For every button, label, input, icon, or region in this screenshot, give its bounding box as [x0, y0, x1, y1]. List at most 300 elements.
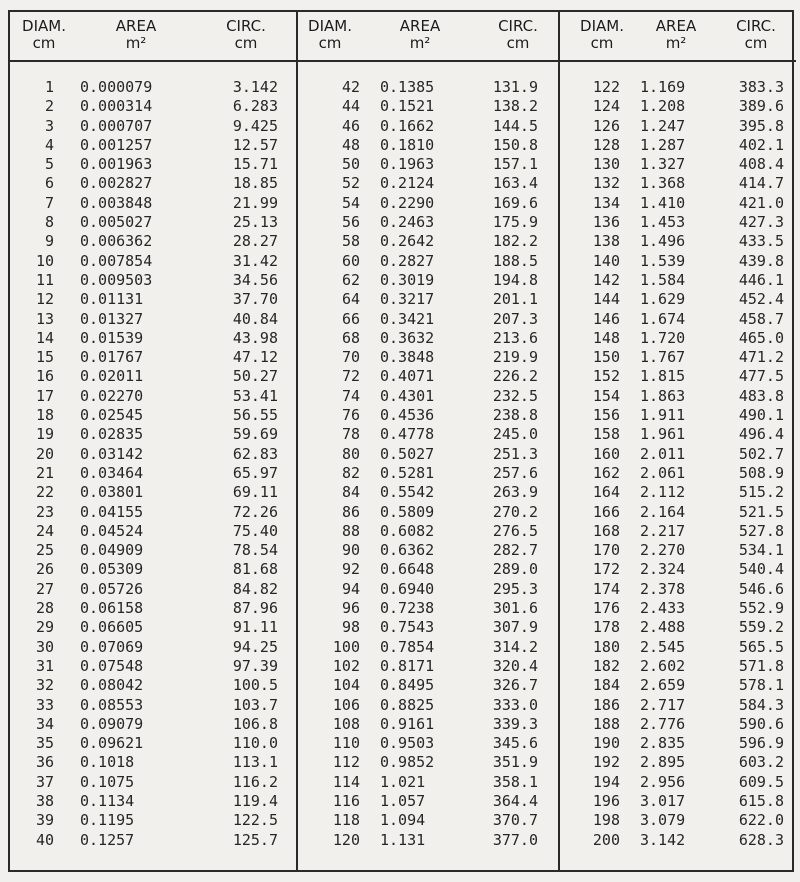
table-row — [298, 155, 560, 174]
table-row — [10, 232, 296, 251]
circ-cell: 339.3 — [492, 714, 538, 733]
circ-cell: 534.1 — [738, 541, 784, 560]
diam-cell: 7 — [44, 193, 54, 212]
circ-cell: 18.85 — [232, 174, 278, 193]
area-cell: 3.017 — [640, 791, 686, 810]
diam-cell: 40 — [35, 830, 54, 849]
area-cell: 0.1963 — [380, 155, 435, 174]
diam-cell: 100 — [332, 637, 360, 656]
area-cell: 0.3848 — [380, 348, 435, 367]
area-cell: 1.021 — [380, 772, 426, 791]
diam-cell: 46 — [341, 116, 360, 135]
area-cell: 2.270 — [640, 541, 686, 560]
diam-cell: 168 — [592, 521, 620, 540]
area-cell: 1.169 — [640, 78, 686, 96]
table-row — [10, 638, 296, 657]
area-cell: 0.06158 — [80, 599, 144, 618]
circ-cell: 571.8 — [738, 656, 784, 675]
circ-cell: 364.4 — [492, 791, 538, 810]
area-cell: 0.5809 — [380, 502, 435, 521]
circ-cell: 559.2 — [738, 618, 784, 637]
circ-cell: 326.7 — [492, 676, 538, 695]
diam-cell: 108 — [332, 714, 360, 733]
diam-cell: 18 — [35, 406, 54, 425]
diam-cell: 154 — [592, 386, 620, 405]
circ-cell: 490.1 — [738, 406, 784, 425]
table-row — [298, 252, 560, 271]
circ-cell: 395.8 — [738, 116, 784, 135]
diam-cell: 90 — [341, 541, 360, 560]
circ-cell: 226.2 — [492, 367, 538, 386]
circ-header-label: CIRC. — [498, 17, 538, 35]
diam-cell: 66 — [341, 309, 360, 328]
table-row — [10, 464, 296, 483]
circ-cell: 546.6 — [738, 579, 784, 598]
circ-cell: 150.8 — [492, 135, 538, 154]
conversion-table — [8, 10, 794, 872]
table-row — [298, 483, 560, 502]
diam-cell: 196 — [592, 791, 620, 810]
diam-cell: 20 — [35, 444, 54, 463]
table-row — [560, 348, 796, 367]
area-cell: 0.6362 — [380, 541, 435, 560]
area-cell: 2.488 — [640, 618, 686, 637]
area-cell: 1.767 — [640, 348, 686, 367]
table-row — [560, 194, 796, 213]
circ-cell: 131.9 — [492, 78, 538, 96]
area-cell: 0.6082 — [380, 521, 435, 540]
area-cell: 0.01539 — [80, 328, 144, 347]
circ-cell: 103.7 — [232, 695, 278, 714]
table-row — [10, 213, 296, 232]
diam-cell: 35 — [35, 734, 54, 753]
table-row — [560, 174, 796, 193]
diam-cell: 80 — [341, 444, 360, 463]
area-cell: 3.142 — [640, 830, 686, 849]
area-cell: 0.2642 — [380, 232, 435, 251]
diam-cell: 1 — [44, 78, 54, 96]
area-cell: 0.01131 — [80, 290, 144, 309]
table-row — [10, 329, 296, 348]
diam-cell: 172 — [592, 560, 620, 579]
diam-cell: 76 — [341, 406, 360, 425]
diam-cell: 34 — [35, 714, 54, 733]
diam-cell: 136 — [592, 213, 620, 232]
area-cell: 0.006362 — [80, 232, 153, 251]
diam-header-unit: cm — [318, 34, 342, 52]
area-cell: 0.08042 — [80, 676, 144, 695]
diam-cell: 120 — [332, 830, 360, 849]
table-row — [560, 310, 796, 329]
circ-cell: 515.2 — [738, 483, 784, 502]
diam-cell: 9 — [44, 232, 54, 251]
area-cell: 0.06605 — [80, 618, 144, 637]
diam-cell: 124 — [592, 97, 620, 116]
diam-cell: 198 — [592, 811, 620, 830]
circ-cell: 53.41 — [232, 386, 278, 405]
diam-cell: 114 — [332, 772, 360, 791]
diam-cell: 84 — [341, 483, 360, 502]
table-row — [560, 522, 796, 541]
area-cell: 0.1075 — [80, 772, 135, 791]
area-cell: 1.131 — [380, 830, 426, 849]
circ-cell: 125.7 — [232, 830, 278, 849]
circ-cell: 345.6 — [492, 734, 538, 753]
area-cell: 0.4071 — [380, 367, 435, 386]
circ-cell: 122.5 — [232, 811, 278, 830]
circ-cell: 97.39 — [232, 656, 278, 675]
area-cell: 2.717 — [640, 695, 686, 714]
area-cell: 1.539 — [640, 251, 686, 270]
area-cell: 1.247 — [640, 116, 686, 135]
area-cell: 1.674 — [640, 309, 686, 328]
table-row — [298, 367, 560, 386]
diam-cell: 174 — [592, 579, 620, 598]
circ-cell: 28.27 — [232, 232, 278, 251]
diam-header — [302, 18, 358, 52]
area-cell: 0.04155 — [80, 502, 144, 521]
table-row — [560, 792, 796, 811]
area-cell: 0.01327 — [80, 309, 144, 328]
diam-cell: 11 — [35, 270, 54, 289]
table-row — [298, 387, 560, 406]
circ-cell: 110.0 — [232, 734, 278, 753]
table-row — [10, 117, 296, 136]
area-cell: 0.8825 — [380, 695, 435, 714]
circ-cell: 3.142 — [232, 78, 278, 96]
diam-cell: 15 — [35, 348, 54, 367]
diam-cell: 160 — [592, 444, 620, 463]
area-cell: 0.04909 — [80, 541, 144, 560]
table-row — [560, 483, 796, 502]
area-cell: 1.720 — [640, 328, 686, 347]
diam-cell: 200 — [592, 830, 620, 849]
table-row — [560, 753, 796, 772]
table-row — [560, 252, 796, 271]
diam-cell: 86 — [341, 502, 360, 521]
circ-cell: 351.9 — [492, 753, 538, 772]
diam-cell: 28 — [35, 599, 54, 618]
circ-cell: 383.3 — [738, 78, 784, 96]
circ-cell: 414.7 — [738, 174, 784, 193]
circ-cell: 483.8 — [738, 386, 784, 405]
diam-cell: 10 — [35, 251, 54, 270]
diam-cell: 98 — [341, 618, 360, 637]
diam-cell: 23 — [35, 502, 54, 521]
area-cell: 0.07548 — [80, 656, 144, 675]
table-row — [298, 174, 560, 193]
circ-cell: 603.2 — [738, 753, 784, 772]
table-row — [298, 638, 560, 657]
area-cell: 2.164 — [640, 502, 686, 521]
table-row — [298, 406, 560, 425]
table-row — [10, 676, 296, 695]
area-cell: 0.05309 — [80, 560, 144, 579]
table-row — [560, 811, 796, 830]
diam-cell: 192 — [592, 753, 620, 772]
circ-cell: 194.8 — [492, 270, 538, 289]
diam-cell: 96 — [341, 599, 360, 618]
circ-cell: 87.96 — [232, 599, 278, 618]
diam-cell: 178 — [592, 618, 620, 637]
table-row — [560, 406, 796, 425]
table-row — [10, 618, 296, 637]
area-cell: 0.09079 — [80, 714, 144, 733]
area-cell: 1.584 — [640, 270, 686, 289]
circ-cell: 477.5 — [738, 367, 784, 386]
area-cell: 0.2124 — [380, 174, 435, 193]
diam-cell: 126 — [592, 116, 620, 135]
diam-cell: 44 — [341, 97, 360, 116]
table-row — [560, 560, 796, 579]
diam-cell: 21 — [35, 463, 54, 482]
diam-cell: 180 — [592, 637, 620, 656]
table-row — [560, 696, 796, 715]
area-header — [106, 18, 166, 52]
circ-cell: 370.7 — [492, 811, 538, 830]
table-row — [560, 367, 796, 386]
area-cell: 0.02545 — [80, 406, 144, 425]
area-cell: 0.000707 — [80, 116, 153, 135]
diam-cell: 36 — [35, 753, 54, 772]
area-cell: 0.1662 — [380, 116, 435, 135]
table-row — [10, 155, 296, 174]
area-cell: 2.217 — [640, 521, 686, 540]
diam-cell: 88 — [341, 521, 360, 540]
diam-cell: 48 — [341, 135, 360, 154]
area-cell: 0.005027 — [80, 213, 153, 232]
table-row — [10, 367, 296, 386]
circ-header-label: CIRC. — [226, 17, 266, 35]
diam-cell: 140 — [592, 251, 620, 270]
circ-header-label: CIRC. — [736, 17, 776, 35]
diam-cell: 60 — [341, 251, 360, 270]
table-row — [298, 136, 560, 155]
diam-cell: 12 — [35, 290, 54, 309]
diam-cell: 8 — [44, 213, 54, 232]
table-row — [10, 811, 296, 830]
circ-cell: 43.98 — [232, 328, 278, 347]
area-cell: 0.09621 — [80, 734, 144, 753]
area-cell: 0.001257 — [80, 135, 153, 154]
table-row — [298, 503, 560, 522]
circ-cell: 78.54 — [232, 541, 278, 560]
table-row — [298, 310, 560, 329]
table-row — [10, 734, 296, 753]
circ-cell: 169.6 — [492, 193, 538, 212]
area-cell: 1.287 — [640, 135, 686, 154]
diam-cell: 94 — [341, 579, 360, 598]
table-row — [10, 406, 296, 425]
diam-header-unit: cm — [590, 34, 614, 52]
diam-cell: 29 — [35, 618, 54, 637]
table-row — [298, 599, 560, 618]
table-row — [10, 387, 296, 406]
area-cell: 1.815 — [640, 367, 686, 386]
diam-cell: 156 — [592, 406, 620, 425]
diam-cell: 146 — [592, 309, 620, 328]
circ-cell: 389.6 — [738, 97, 784, 116]
diam-cell: 27 — [35, 579, 54, 598]
table-row — [10, 696, 296, 715]
table-row — [298, 271, 560, 290]
circ-cell: 578.1 — [738, 676, 784, 695]
circ-cell: 433.5 — [738, 232, 784, 251]
table-row — [560, 232, 796, 251]
area-cell: 0.02835 — [80, 425, 144, 444]
table-row — [298, 522, 560, 541]
table-row — [10, 174, 296, 193]
circ-cell: 590.6 — [738, 714, 784, 733]
circ-cell: 56.55 — [232, 406, 278, 425]
area-cell: 0.8171 — [380, 656, 435, 675]
table-row — [298, 657, 560, 676]
diam-cell: 5 — [44, 155, 54, 174]
table-row — [10, 792, 296, 811]
panel-header — [298, 12, 560, 62]
area-cell: 1.057 — [380, 791, 426, 810]
diam-cell: 33 — [35, 695, 54, 714]
table-row — [298, 580, 560, 599]
table-row — [298, 792, 560, 811]
circ-cell: 201.1 — [492, 290, 538, 309]
table-row — [560, 78, 796, 97]
diam-cell: 106 — [332, 695, 360, 714]
area-cell: 2.378 — [640, 579, 686, 598]
table-row — [298, 753, 560, 772]
table-row — [10, 425, 296, 444]
area-cell: 0.03801 — [80, 483, 144, 502]
area-cell: 0.009503 — [80, 270, 153, 289]
diam-cell: 164 — [592, 483, 620, 502]
table-row — [298, 78, 560, 97]
circ-cell: 6.283 — [232, 97, 278, 116]
circ-cell: 527.8 — [738, 521, 784, 540]
diam-cell: 166 — [592, 502, 620, 521]
circ-cell: 584.3 — [738, 695, 784, 714]
circ-cell: 307.9 — [492, 618, 538, 637]
area-cell: 2.112 — [640, 483, 686, 502]
diam-cell: 186 — [592, 695, 620, 714]
table-row — [560, 136, 796, 155]
area-cell: 0.000079 — [80, 78, 153, 96]
diam-cell: 102 — [332, 656, 360, 675]
circ-cell: 301.6 — [492, 599, 538, 618]
circ-cell: 238.8 — [492, 406, 538, 425]
diam-cell: 132 — [592, 174, 620, 193]
circ-cell: 91.11 — [232, 618, 278, 637]
circ-cell: 615.8 — [738, 791, 784, 810]
circ-cell: 207.3 — [492, 309, 538, 328]
diam-cell: 134 — [592, 193, 620, 212]
table-row — [560, 97, 796, 116]
area-cell: 0.1018 — [80, 753, 135, 772]
table-row — [10, 271, 296, 290]
area-cell: 2.835 — [640, 734, 686, 753]
diam-cell: 104 — [332, 676, 360, 695]
diam-cell: 70 — [341, 348, 360, 367]
diam-cell: 176 — [592, 599, 620, 618]
area-header — [646, 18, 706, 52]
diam-cell: 182 — [592, 656, 620, 675]
diam-header — [574, 18, 630, 52]
area-cell: 0.6940 — [380, 579, 435, 598]
table-row — [10, 773, 296, 792]
table-row — [298, 97, 560, 116]
diam-cell: 2 — [44, 97, 54, 116]
diam-cell: 118 — [332, 811, 360, 830]
diam-cell: 64 — [341, 290, 360, 309]
diam-cell: 42 — [341, 78, 360, 96]
circ-cell: 276.5 — [492, 521, 538, 540]
circ-cell: 358.1 — [492, 772, 538, 791]
area-cell: 0.07069 — [80, 637, 144, 656]
diam-cell: 148 — [592, 328, 620, 347]
diam-cell: 122 — [592, 78, 620, 96]
circ-cell: 106.8 — [232, 714, 278, 733]
area-cell: 1.961 — [640, 425, 686, 444]
area-cell: 1.094 — [380, 811, 426, 830]
circ-cell: 40.84 — [232, 309, 278, 328]
table-row — [560, 425, 796, 444]
table-row — [298, 425, 560, 444]
circ-cell: 402.1 — [738, 135, 784, 154]
circ-cell: 270.2 — [492, 502, 538, 521]
area-cell: 2.324 — [640, 560, 686, 579]
table-row — [560, 657, 796, 676]
diam-cell: 50 — [341, 155, 360, 174]
table-row — [298, 348, 560, 367]
circ-cell: 81.68 — [232, 560, 278, 579]
diam-cell: 16 — [35, 367, 54, 386]
table-row — [298, 618, 560, 637]
area-cell: 1.368 — [640, 174, 686, 193]
circ-cell: 213.6 — [492, 328, 538, 347]
area-cell: 1.453 — [640, 213, 686, 232]
area-header — [390, 18, 450, 52]
table-row — [560, 271, 796, 290]
circ-cell: 439.8 — [738, 251, 784, 270]
table-row — [10, 657, 296, 676]
panel-header — [560, 12, 796, 62]
circ-cell: 320.4 — [492, 656, 538, 675]
area-cell: 1.911 — [640, 406, 686, 425]
table-row — [560, 503, 796, 522]
area-cell: 0.2290 — [380, 193, 435, 212]
table-row — [298, 811, 560, 830]
circ-cell: 232.5 — [492, 386, 538, 405]
circ-cell: 245.0 — [492, 425, 538, 444]
area-cell: 0.01767 — [80, 348, 144, 367]
circ-cell: 295.3 — [492, 579, 538, 598]
circ-cell: 34.56 — [232, 270, 278, 289]
diam-cell: 58 — [341, 232, 360, 251]
table-row — [298, 831, 560, 850]
table-panel-2 — [296, 12, 560, 870]
circ-cell: 540.4 — [738, 560, 784, 579]
diam-cell: 14 — [35, 328, 54, 347]
panel-header — [10, 12, 296, 62]
diam-cell: 184 — [592, 676, 620, 695]
diam-cell: 158 — [592, 425, 620, 444]
area-cell: 0.2463 — [380, 213, 435, 232]
area-cell: 0.1521 — [380, 97, 435, 116]
panel-rows — [560, 78, 796, 850]
table-row — [298, 773, 560, 792]
circ-cell: 609.5 — [738, 772, 784, 791]
diam-cell: 24 — [35, 521, 54, 540]
diam-cell: 52 — [341, 174, 360, 193]
